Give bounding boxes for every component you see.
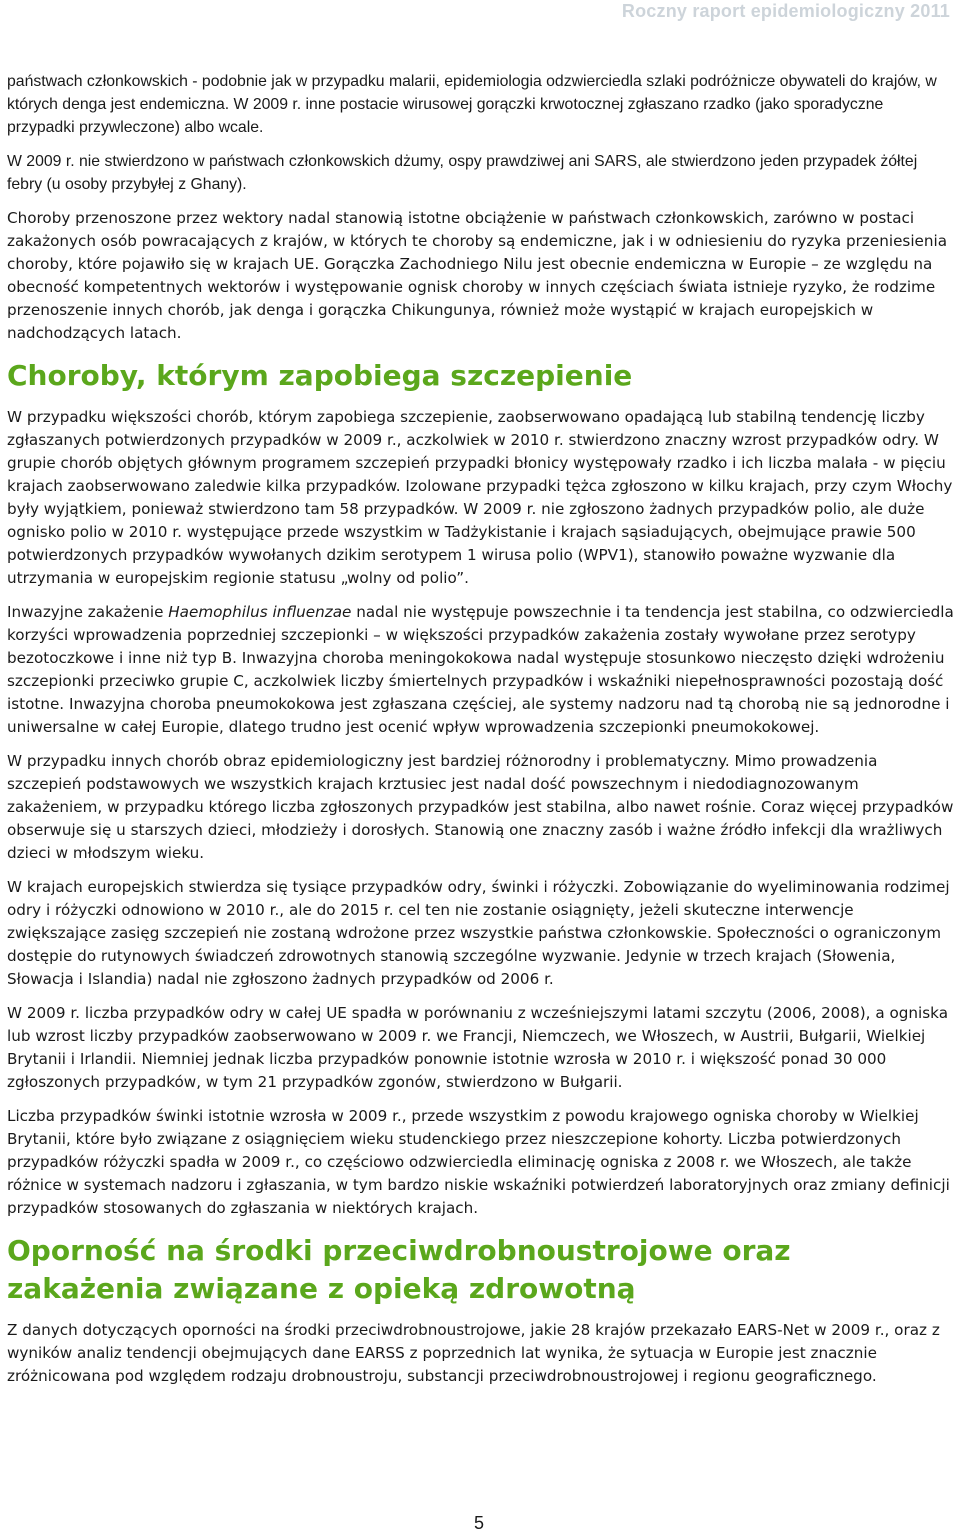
paragraph-vector-borne: Choroby przenoszone przez wektory nadal stanowią istotne obciążenie w państwach członkowskich, zarówno w postaci zakażonych osób powracających z krajów, w których te choroby są endemiczne, jak i w odniesieniu do ryzyka przeniesienia choroby, które pojawiło się w krajach UE. Gorączka Zachodniego Nilu jest obecnie endemiczna w Europie – ze względu na obecność kompetentnych wektorów i występowanie ognisk choroby w innych częściach świata istnieje ryzyko, że rodzime przenoszenie innych chorób, jak denga i gorączka Chikungunya, również może wystąpić w krajach europejskich w nadchodzących latach. xyxy=(7,209,948,342)
paragraph-pertussis: W przypadku innych chorób obraz epidemiologiczny jest bardziej różnorodny i problematyczny. Mimo prowadzenia szczepień podstawowych we wszystkich krajach krztusiec jest nadal dość powszechnym i niedodiagnozowanym zakażeniem, w przypadku którego liczba zgłoszonych przypadków jest stabilna, albo nawet rośnie. Coraz więcej przypadków obserwuje się u starszych dzieci, młodzieży i dorosłych. Stanowią one znaczny zasób i ważne źródło infekcji dla wrażliwych dzieci w młodszym wieku. xyxy=(7,752,954,862)
main-content xyxy=(7,70,955,1399)
paragraph-mmr: W krajach europejskich stwierdza się tysiące przypadków odry, świnki i różyczki. Zobowiązanie do wyeliminowania rodzimej odry i różyczki odnowiono w 2010 r., ale do 2015 r. cel ten nie zostanie osiągnięty, jeżeli skuteczne interwencje zwiększające zasięg szczepień nie zostaną wdrożone przez wszystkie państwa członkowskie. Społeczności o ograniczonym dostępie do rutynowych świadczeń zdrowotnych stanowią szczególne wyzwanie. Jedynie w trzech krajach (Słowenia, Słowacja i Islandia) nadal nie zgłoszono żadnych przypadków od 2006 r. xyxy=(7,878,950,988)
haemophilus-italic-term: Haemophilus influenzae xyxy=(168,603,352,621)
section-heading-vaccine-preventable: Choroby, którym zapobiega szczepienie xyxy=(7,359,633,392)
paragraph-haemophilus-pre: Inwazyjne zakażenie xyxy=(7,603,169,621)
paragraph-haemophilus xyxy=(7,601,955,739)
paragraph-vaccine-trends: W przypadku większości chorób, którym zapobiega szczepienie, zaobserwowano opadającą lub stabilną tendencję liczby zgłaszanych potwierdzonych przypadków w 2009 r., aczkolwiek w 2010 r. stwierdzono znaczny wzrost przypadków odry. W grupie chorób objętych głównym programem szczepień przypadki błonicy występowały rzadko i ich liczba malała - w pięciu krajach zaobserwowano zaledwie kilka przypadków. Izolowane przypadki tężca zgłoszono w kilku krajach, przy czym Włochy były wyjątkiem, ponieważ stwierdzono tam 58 przypadków. W 2009 r. nie zgłoszono żadnych przypadków polio, ale duże ognisko polio w 2010 r. występujące przede wszystkim w Tadżykistanie i krajach sąsiadujących, obejmujące prawie 500 potwierdzonych przypadków wywołanych dzikim serotypem 1 wirusa polio (WPV1), stanowiło poważne wyzwanie dla utrzymania w europejskim regionie statusu „wolny od polio”. xyxy=(7,408,953,587)
paragraph-measles: W 2009 r. liczba przypadków odry w całej UE spadła w porównaniu z wcześniejszymi latami szczytu (2006, 2008), a ogniska lub wzrost liczby przypadków zaobserwowano w 2009 r. we Francji, Niemczech, we Włoszech, w Austrii, Bułgarii, Wielkiej Brytanii i Irlandii. Niemniej jednak liczba przypadków ponownie istotnie wzrosła w 2010 r. i większość ponad 30 000 zgłoszonych przypadków, w tym 21 przypadków zgonów, stwierdzono w Bułgarii. xyxy=(7,1004,948,1091)
page-number: 5 xyxy=(474,1513,485,1533)
paragraph-vhf: państwach członkowskich - podobnie jak w przypadku malarii, epidemiologia odzwierciedla szlaki podróżnicze obywateli do krajów, w których denga jest endemiczna. W 2009 r. inne postacie wirusowej gorączki krwotocznej zgłaszano rzadko (jako sporadyczne przypadki przywleczone) albo wcale. xyxy=(7,73,937,136)
section-heading-antimicrobial-resistance: Oporność na środki przeciwdrobnoustrojowe oraz zakażenia związane z opieką zdrowotną xyxy=(7,1234,791,1305)
paragraph-mumps-rubella: Liczba przypadków świnki istotnie wzrosła w 2009 r., przede wszystkim z powodu krajowego ogniska choroby w Wielkiej Brytanii, które było związane z osiągnięciem wieku studenckiego przez nieszczepione kohorty. Liczba potwierdzonych przypadków różyczki spadła w 2009 r., co częściowo odzwierciedla eliminację ogniska z 2008 r. we Włoszech, ale także różnice w systemach nadzoru i zgłaszania, w tym bardzo niskie wskaźniki potwierdzeń laboratoryjnych oraz zmiany definicji przypadków stosowanych do zgłaszania w niektórych krajach. xyxy=(7,1107,950,1217)
paragraph-plague-yellow-fever: W 2009 r. nie stwierdzono w państwach członkowskich dżumy, ospy prawdziwej ani SARS, ale stwierdzono jeden przypadek żółtej febry (u osoby przybyłej z Ghany). xyxy=(7,153,918,193)
report-header-title: Roczny raport epidemiologiczny 2011 xyxy=(621,1,950,21)
paragraph-ears-net: Z danych dotyczących oporności na środki przeciwdrobnoustrojowe, jakie 28 krajów przekazało EARS-Net w 2009 r., oraz z wyników analiz tendencji obejmujących dane EARSS z poprzednich lat wynika, że sytuacja w Europie jest znacznie zróżnicowana pod względem rodzaju drobnoustroju, substancji przeciwdrobnoustrojowej i regionu geograficznego. xyxy=(7,1321,940,1385)
paragraph-haemophilus-post: nadal nie występuje powszechnie i ta tendencja jest stabilna, co odzwierciedla korzyści wprowadzenia poprzedniej szczepionki – w większości przypadków zakażenia zostały wywołane przez serotypy bezotoczkowe i inne niż typ B. Inwazyjna choroba meningokokowa nadal występuje stosunkowo nieczęsto dzięki wdrożeniu szczepionki przeciwko grupie C, aczkolwiek liczby śmiertelnych przypadków i wskaźniki niepełnosprawności pozostają dość istotne. Inwazyjna choroba pneumokokowa jest zgłaszana częściej, ale systemy nadzoru nad tą chorobą nie są jednorodne i uniwersalne w całej Europie, dlatego trudno jest ocenić wpływ wprowadzenia szczepionki pneumokokowej. xyxy=(7,603,954,736)
